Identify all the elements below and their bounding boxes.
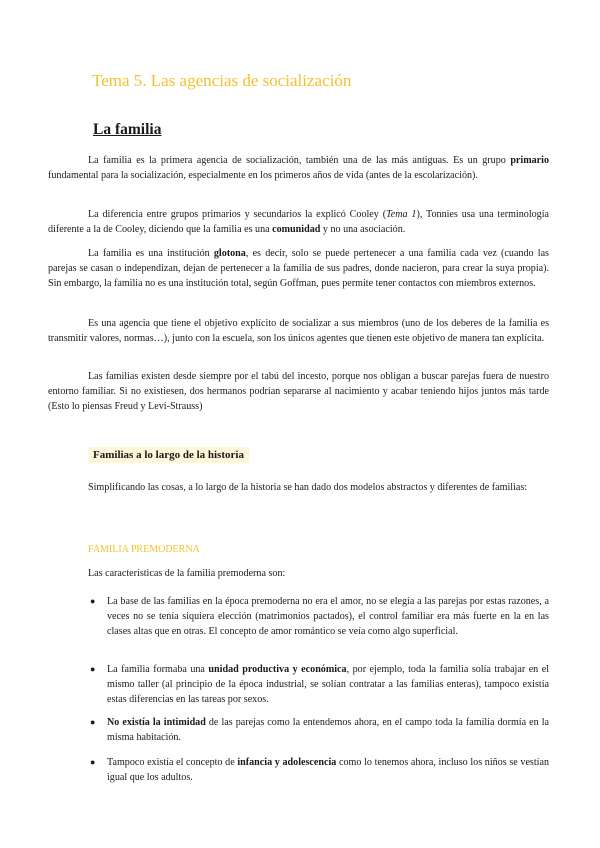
paragraph-4: Es una agencia que tiene el objetivo explícito de socializar a sus miembros (uno de los deberes de la familia es transmitir valores, normas…), junto con la escuela, son los únicos agentes que tienen este objetivo de manera tan explícita. — [48, 318, 549, 344]
section-heading-historia: Familias a lo largo de la historia — [88, 447, 249, 463]
subsection-heading-premoderna: FAMILIA PREMODERNA — [88, 544, 200, 555]
list-item: La base de las familias en la época premoderna no era el amor, no se elegía a las parejas por estas razones, a veces no se tenía siquiera elección (matrimonios pactados), el control familiar era más fuerte en la en las clases altas que en otras. El concepto de amor romántico se veía como algo superficial. — [107, 596, 549, 637]
bullet-icon: ● — [90, 757, 96, 767]
paragraph-1: La familia es la primera agencia de socialización, también una de las más antiguas. Es un grupo primario fundamental para la socialización, especialmente en los primeros años de vida (antes de la escolarización). — [48, 155, 549, 181]
list-item: No existía la intimidad de las parejas como la entendemos ahora, en el campo toda la familia dormía en la misma habitación. — [107, 717, 549, 743]
bullet-icon: ● — [90, 717, 96, 727]
list-item: La familia formaba una unidad productiva y económica, por ejemplo, toda la familia solía trabajar en el mismo taller (al principio de la época industrial, se solían contratar a las familias enteras), tampoco existía estas diferencias en las tareas por sexos. — [107, 664, 549, 705]
list-intro: Las características de la familia premoderna son: — [88, 568, 286, 579]
list-item: Tampoco existía el concepto de infancia y adolescencia como lo tenemos ahora, incluso los niños se vestían igual que los adultos. — [107, 757, 549, 783]
bullet-icon: ● — [90, 596, 96, 606]
paragraph-5: Las familias existen desde siempre por el tabú del incesto, porque nos obligan a buscar parejas fuera de nuestro entorno familiar. Si no existiesen, dos hermanos podrían separarse al nacimiento y acabar teniendo hijos juntos más tarde (Esto lo piensas Freud y Levi-Strauss) — [48, 371, 549, 412]
page-title: Tema 5. Las agencias de socialización — [92, 71, 352, 90]
paragraph-2: La diferencia entre grupos primarios y secundarios la explicó Cooley (Tema 1), Tonnies usa una terminología diferente a la de Cooley, diciendo que la familia es una comunidad y no una asociación. — [48, 209, 549, 235]
paragraph-6: Simplificando las cosas, a lo largo de la historia se han dado dos modelos abstractos y diferentes de familias: — [88, 482, 528, 493]
paragraph-3: La familia es una institución glotona, es decir, solo se puede pertenecer a una familia cada vez (cuando las parejas se casan o independizan, dejan de pertenecer a la familia de sus padres, donde nacieron, para crear la suya propia). Sin embargo, la familia no es una institución total, según Goffman, pues permite tener contactos con miembros externos. — [48, 248, 549, 289]
bullet-icon: ● — [90, 664, 96, 674]
section-heading-familia: La familia — [93, 121, 162, 138]
